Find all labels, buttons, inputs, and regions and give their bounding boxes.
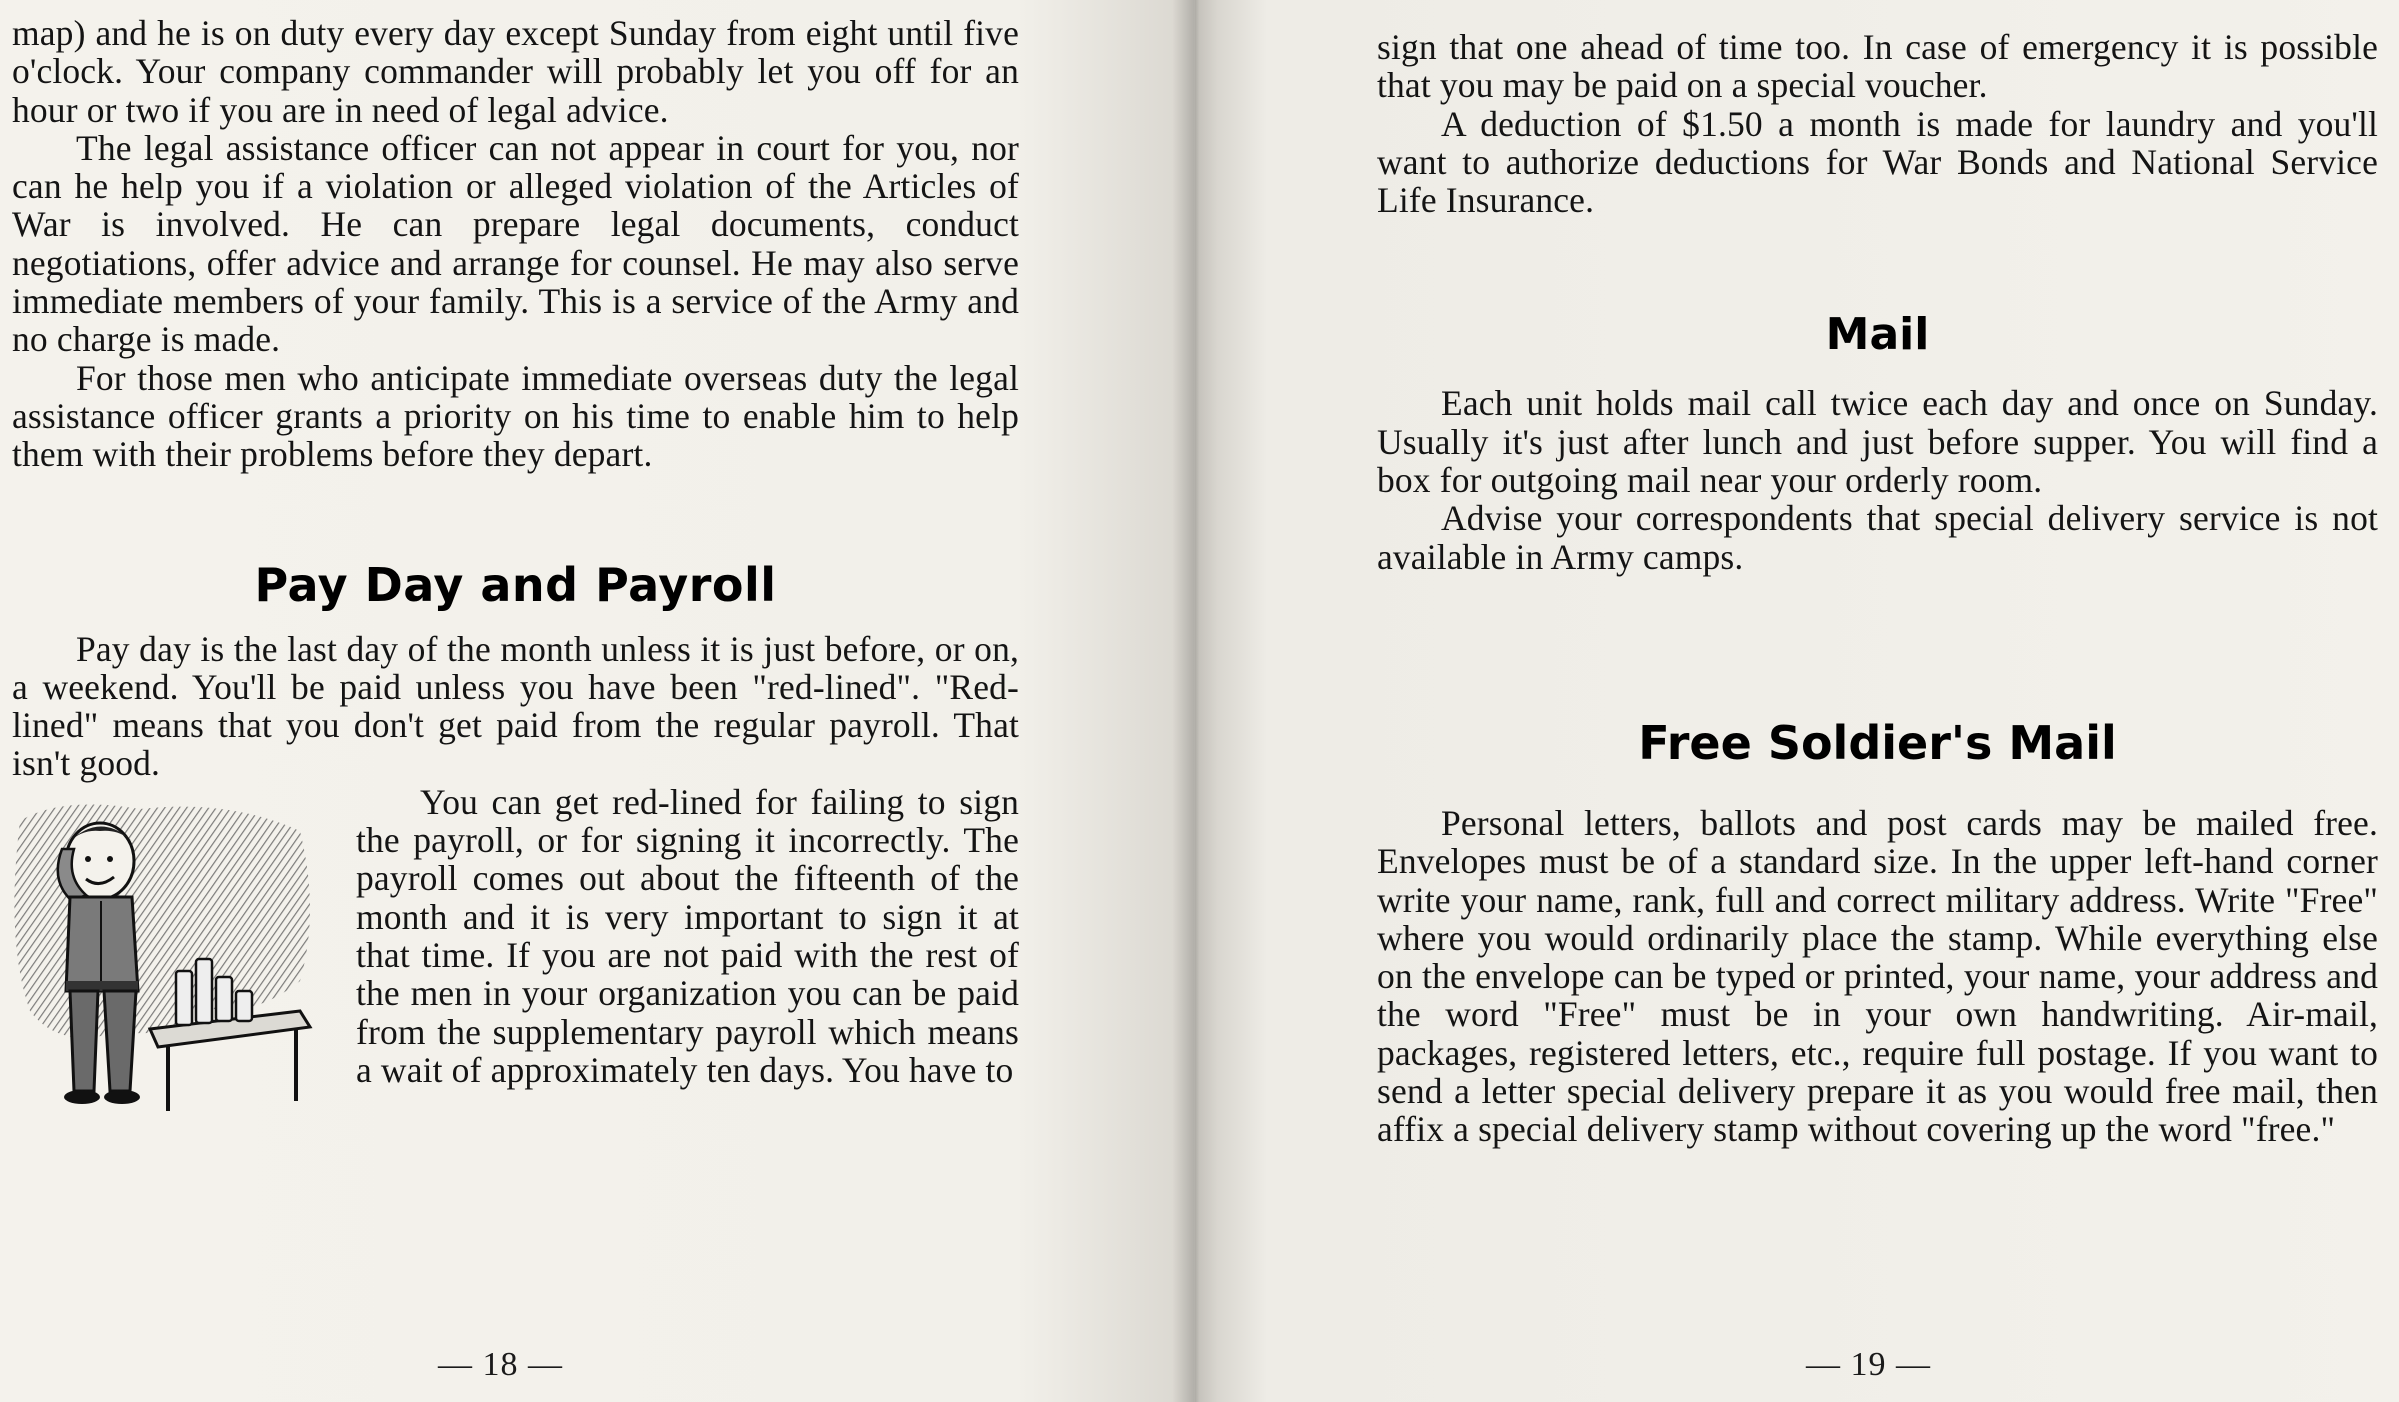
paragraph: sign that one ahead of time too. In case of emergency it is possible that you may be paid on a special voucher.	[1377, 27, 2378, 106]
left-text-column	[12, 14, 1019, 1121]
section-heading-pay-day: Pay Day and Payroll	[254, 557, 777, 612]
paragraph: Advise your correspondents that special delivery service is not available in Army camps.	[1377, 498, 2378, 577]
paragraph: A deduction of $1.50 a month is made for laundry and you'll want to authorize deductions for War Bonds and National Service Life Insurance.	[1377, 103, 2378, 221]
paragraph: Personal letters, ballots and post cards may be mailed free. Envelopes must be of a standard size. In the upper left-hand corner write your name, rank, full and correct military address. Write "Free" where you would ordinarily place the stamp. While everything else on the envelope can be typed or printed, your name, your address and the word "Free" must be in your own handwriting. Air-mail, packages, registered letters, etc., require full postage. If you want to send a letter special delivery prepare it as you would free mail, then affix a special delivery stamp without covering up the word "free."	[1377, 802, 2378, 1150]
paragraph: For those men who anticipate immediate overseas duty the legal assistance officer grants a priority on his time to enable him to help them with their problems before they depart.	[12, 357, 1019, 475]
section-heading-free-mail: Free Soldier's Mail	[1638, 715, 2117, 770]
right-text-column	[1377, 28, 2378, 1149]
left-page	[0, 0, 1195, 1402]
page-number: — 19 —	[1806, 1346, 1931, 1383]
paragraph: You can get red-lined for failing to sign the payroll, or for signing it incorrectly. The payroll comes out about the fifteenth of the month and it is very important to sign it at that time. If you are not paid with the rest of the men in your organization you can be paid from the supplementary payroll which means a wait of approximately ten days. You have to	[356, 781, 1019, 1090]
paragraph: The legal assistance officer can not appear in court for you, nor can he help you if a violation or alleged violation of the Articles of War is involved. He can prepare legal documents, conduct negotiations, offer advice and arrange for counsel. He may also serve immediate members of your family. This is a service of the Army and no charge is made.	[12, 127, 1019, 360]
page-number: — 18 —	[438, 1346, 563, 1383]
paragraph: Each unit holds mail call twice each day and once on Sunday. Usually it's just after lunch and just before supper. You will find a box for outgoing mail near your orderly room.	[1377, 383, 2378, 501]
section-heading-mail: Mail	[1825, 309, 1930, 361]
soldier-icon	[0, 791, 348, 1121]
book-gutter	[1172, 0, 1218, 1402]
saluting-soldier-illustration	[0, 791, 348, 1121]
paragraph: Pay day is the last day of the month unless it is just before, or on, a weekend. You'll be paid unless you have been "red-lined". "Red-lined" means that you don't get paid from the regular payroll. That isn't good.	[12, 628, 1019, 784]
paragraph: map) and he is on duty every day except Sunday from eight until five o'clock. Your company commander will probably let you off for an hour or two if you are in need of legal advice.	[12, 13, 1019, 130]
